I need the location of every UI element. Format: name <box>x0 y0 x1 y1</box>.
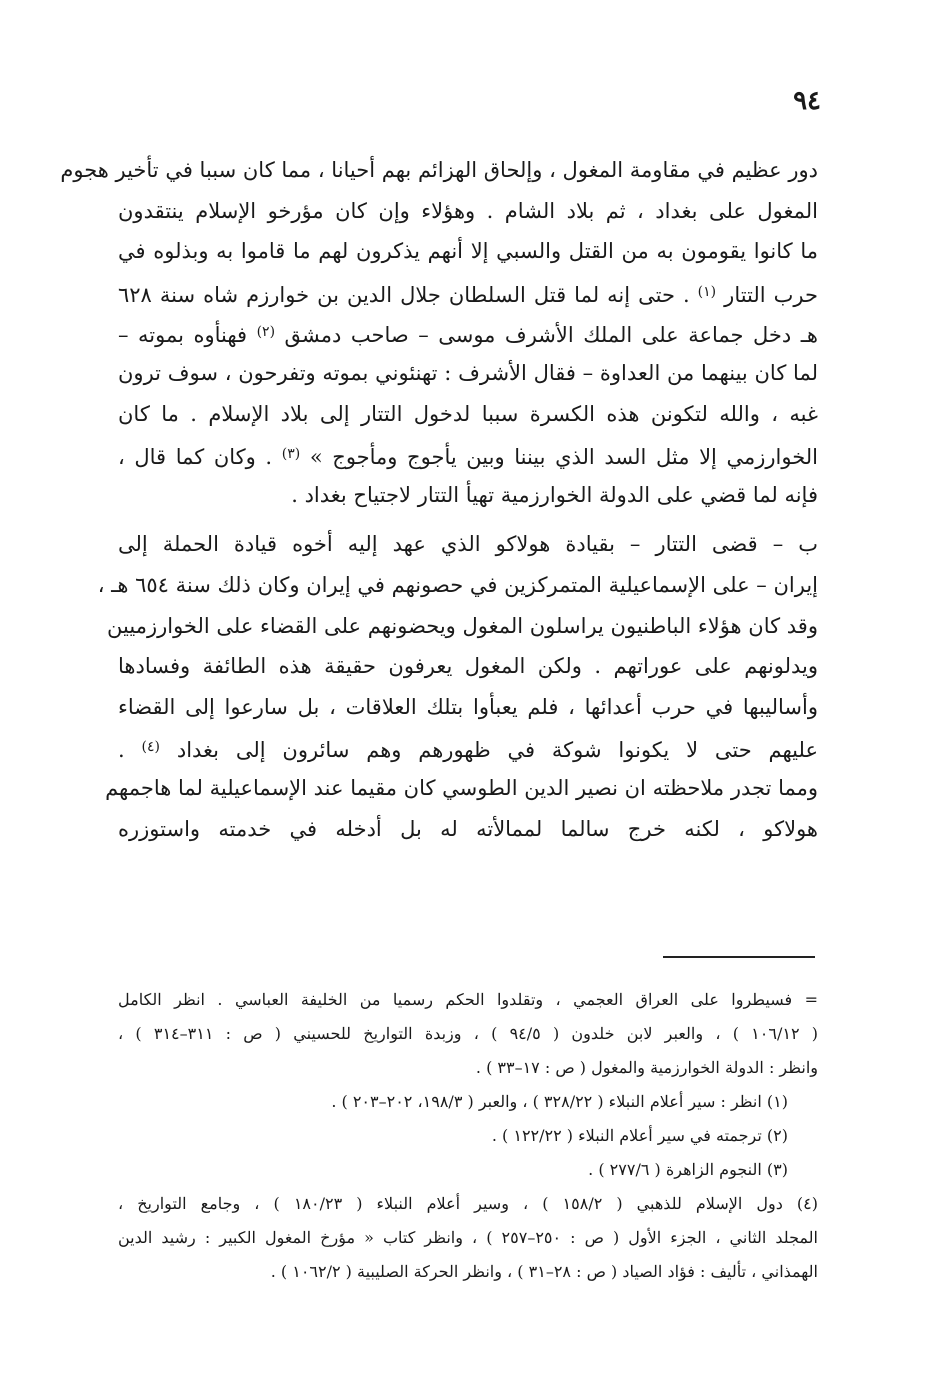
footnote-ref: (٢) <box>256 324 276 341</box>
text-segment: . وكان كما قال ، <box>118 445 273 470</box>
page-number: ٩٤ <box>793 86 821 116</box>
footnote-separator <box>663 956 815 958</box>
footnote-1: (١) انظر : سير أعلام النبلاء ( ٣٢٨/٢٢ ) ، والعبر ( ١٩٨/٣، ٢٠٢–٢٠٣ ) . <box>331 1092 788 1111</box>
text-line: غبه ، والله لتكونن هذه الكسرة سببا لدخول التتار إلى بلاد الإسلام . ما كان <box>118 401 818 426</box>
footnote-line: المجلد الثاني ، الجزء الأول ( ص : ٢٥٠–٢٥٧ ) ، وانظر كتاب « مؤرخ المغول الكبير : رشيد الدين <box>118 1228 818 1247</box>
text-line: هولاكو ، لكنه خرج سالما لممالأته له بل أدخله في خدمته واستوزره <box>118 816 818 841</box>
text-line <box>118 272 818 313</box>
text-line <box>118 727 818 768</box>
text-line: إيران – على الإسماعيلية المتمركزين في حصونهم في إيران وكان ذلك سنة ٦٥٤ هـ ، <box>97 572 818 597</box>
text-line: ويدلونهم على عوراتهم . ولكن المغول يعرفون حقيقة هذه الطائفة وفسادها <box>118 654 818 679</box>
text-segment: حرب التتار <box>724 282 818 307</box>
footnote-ref: (٤) <box>141 739 160 756</box>
text-line <box>118 434 818 475</box>
paragraph-gap <box>118 515 818 524</box>
text-line: ومما تجدر ملاحظته ان نصير الدين الطوسي كان مقيما عند الإسماعيلية لما هاجمهم <box>105 775 818 800</box>
footnote-2: (٢) ترجمته في سير أعلام النبلاء ( ١٢٢/٢٢ ) . <box>491 1126 788 1145</box>
text-segment: . <box>118 738 125 763</box>
text-segment: . حتى إنه لما قتل السلطان جلال الدين بن خوارزم شاه سنة ٦٢٨ <box>118 282 690 307</box>
text-line: المغول على بغداد ، ثم بلاد الشام . وهؤلاء وإن كان مؤرخو الإسلام ينتقدون <box>118 198 818 223</box>
footnote-line: وانظر : الدولة الخوارزمية والمغول ( ص : ١٧–٣٣ ) . <box>475 1058 818 1077</box>
footnote-line: = فسيطروا على العراق العجمي ، وتقلدوا الحكم رسميا من الخليفة العباسي . انظر الكامل <box>118 990 818 1009</box>
footnote-ref: (١) <box>697 283 717 300</box>
text-segment: الخوارزمي إلا مثل السد الذي بيننا وبين يأجوج ومأجوج » <box>309 445 819 470</box>
text-line: وقد كان هؤلاء الباطنيون يراسلون المغول ويحضونهم على القضاء على الخوارزميين <box>107 613 818 638</box>
text-segment: عليهم حتى لا يكونوا شوكة في ظهورهم وهم سائرون إلى بغداد <box>176 738 819 763</box>
footnote-4: (٤) دول الإسلام للذهبي ( ١٥٨/٢ ) ، وسير أعلام النبلاء ( ١٨٠/٢٣ ) ، وجامع التواريخ ، <box>118 1194 818 1213</box>
text-line: ب – قضى التتار – بقيادة هولاكو الذي عهد إليه أخوه قيادة الحملة إلى <box>118 532 818 557</box>
text-line: فإنه لما قضي على الدولة الخوارزمية تهيأ التتار لاجتياح بغداد . <box>291 482 818 507</box>
text-line: لما كان بينهما من العداوة – فقال الأشرف : تهنئوني بموته وتفرحون ، سوف ترون <box>118 360 818 385</box>
text-line: دور عظيم في مقاومة المغول ، وإلحاق الهزائم بهم أحيانا ، مما كان سببا في تأخير هجوم <box>60 158 818 182</box>
text-line: وأساليبها في حرب أعدائها ، فلم يعبأوا بتلك العلاقات ، بل سارعوا إلى القضاء <box>118 694 818 719</box>
footnote-3: (٣) النجوم الزاهرة ( ٢٧٧/٦ ) . <box>588 1160 788 1179</box>
text-segment: هـ دخل جماعة على الملك الأشرف موسى – صاحب دمشق <box>284 323 818 348</box>
main-text <box>60 150 819 849</box>
text-line: ما كانوا يقومون به من القتل والسبي إلا أنهم يذكرون لهم ما قاموا به وبذلوه في <box>118 239 818 264</box>
text-segment: فهنأوه بموته – <box>118 323 248 348</box>
footnotes <box>118 983 818 1289</box>
footnote-ref: (٣) <box>281 446 301 463</box>
footnote-line: الهمذاني ، تأليف : فؤاد الصياد ( ص : ٢٨–٣١ ) ، وانظر الحركة الصليبية ( ١٠٦٢/٢ ) . <box>270 1262 818 1281</box>
text-line <box>118 312 818 353</box>
footnote-line: ( ١٠٦/١٢ ) ، والعبر لابن خلدون ( ٩٤/٥ ) ، وزبدة التواريخ للحسيني ( ص : ٣١١–٣١٤ ) ، <box>118 1024 818 1043</box>
